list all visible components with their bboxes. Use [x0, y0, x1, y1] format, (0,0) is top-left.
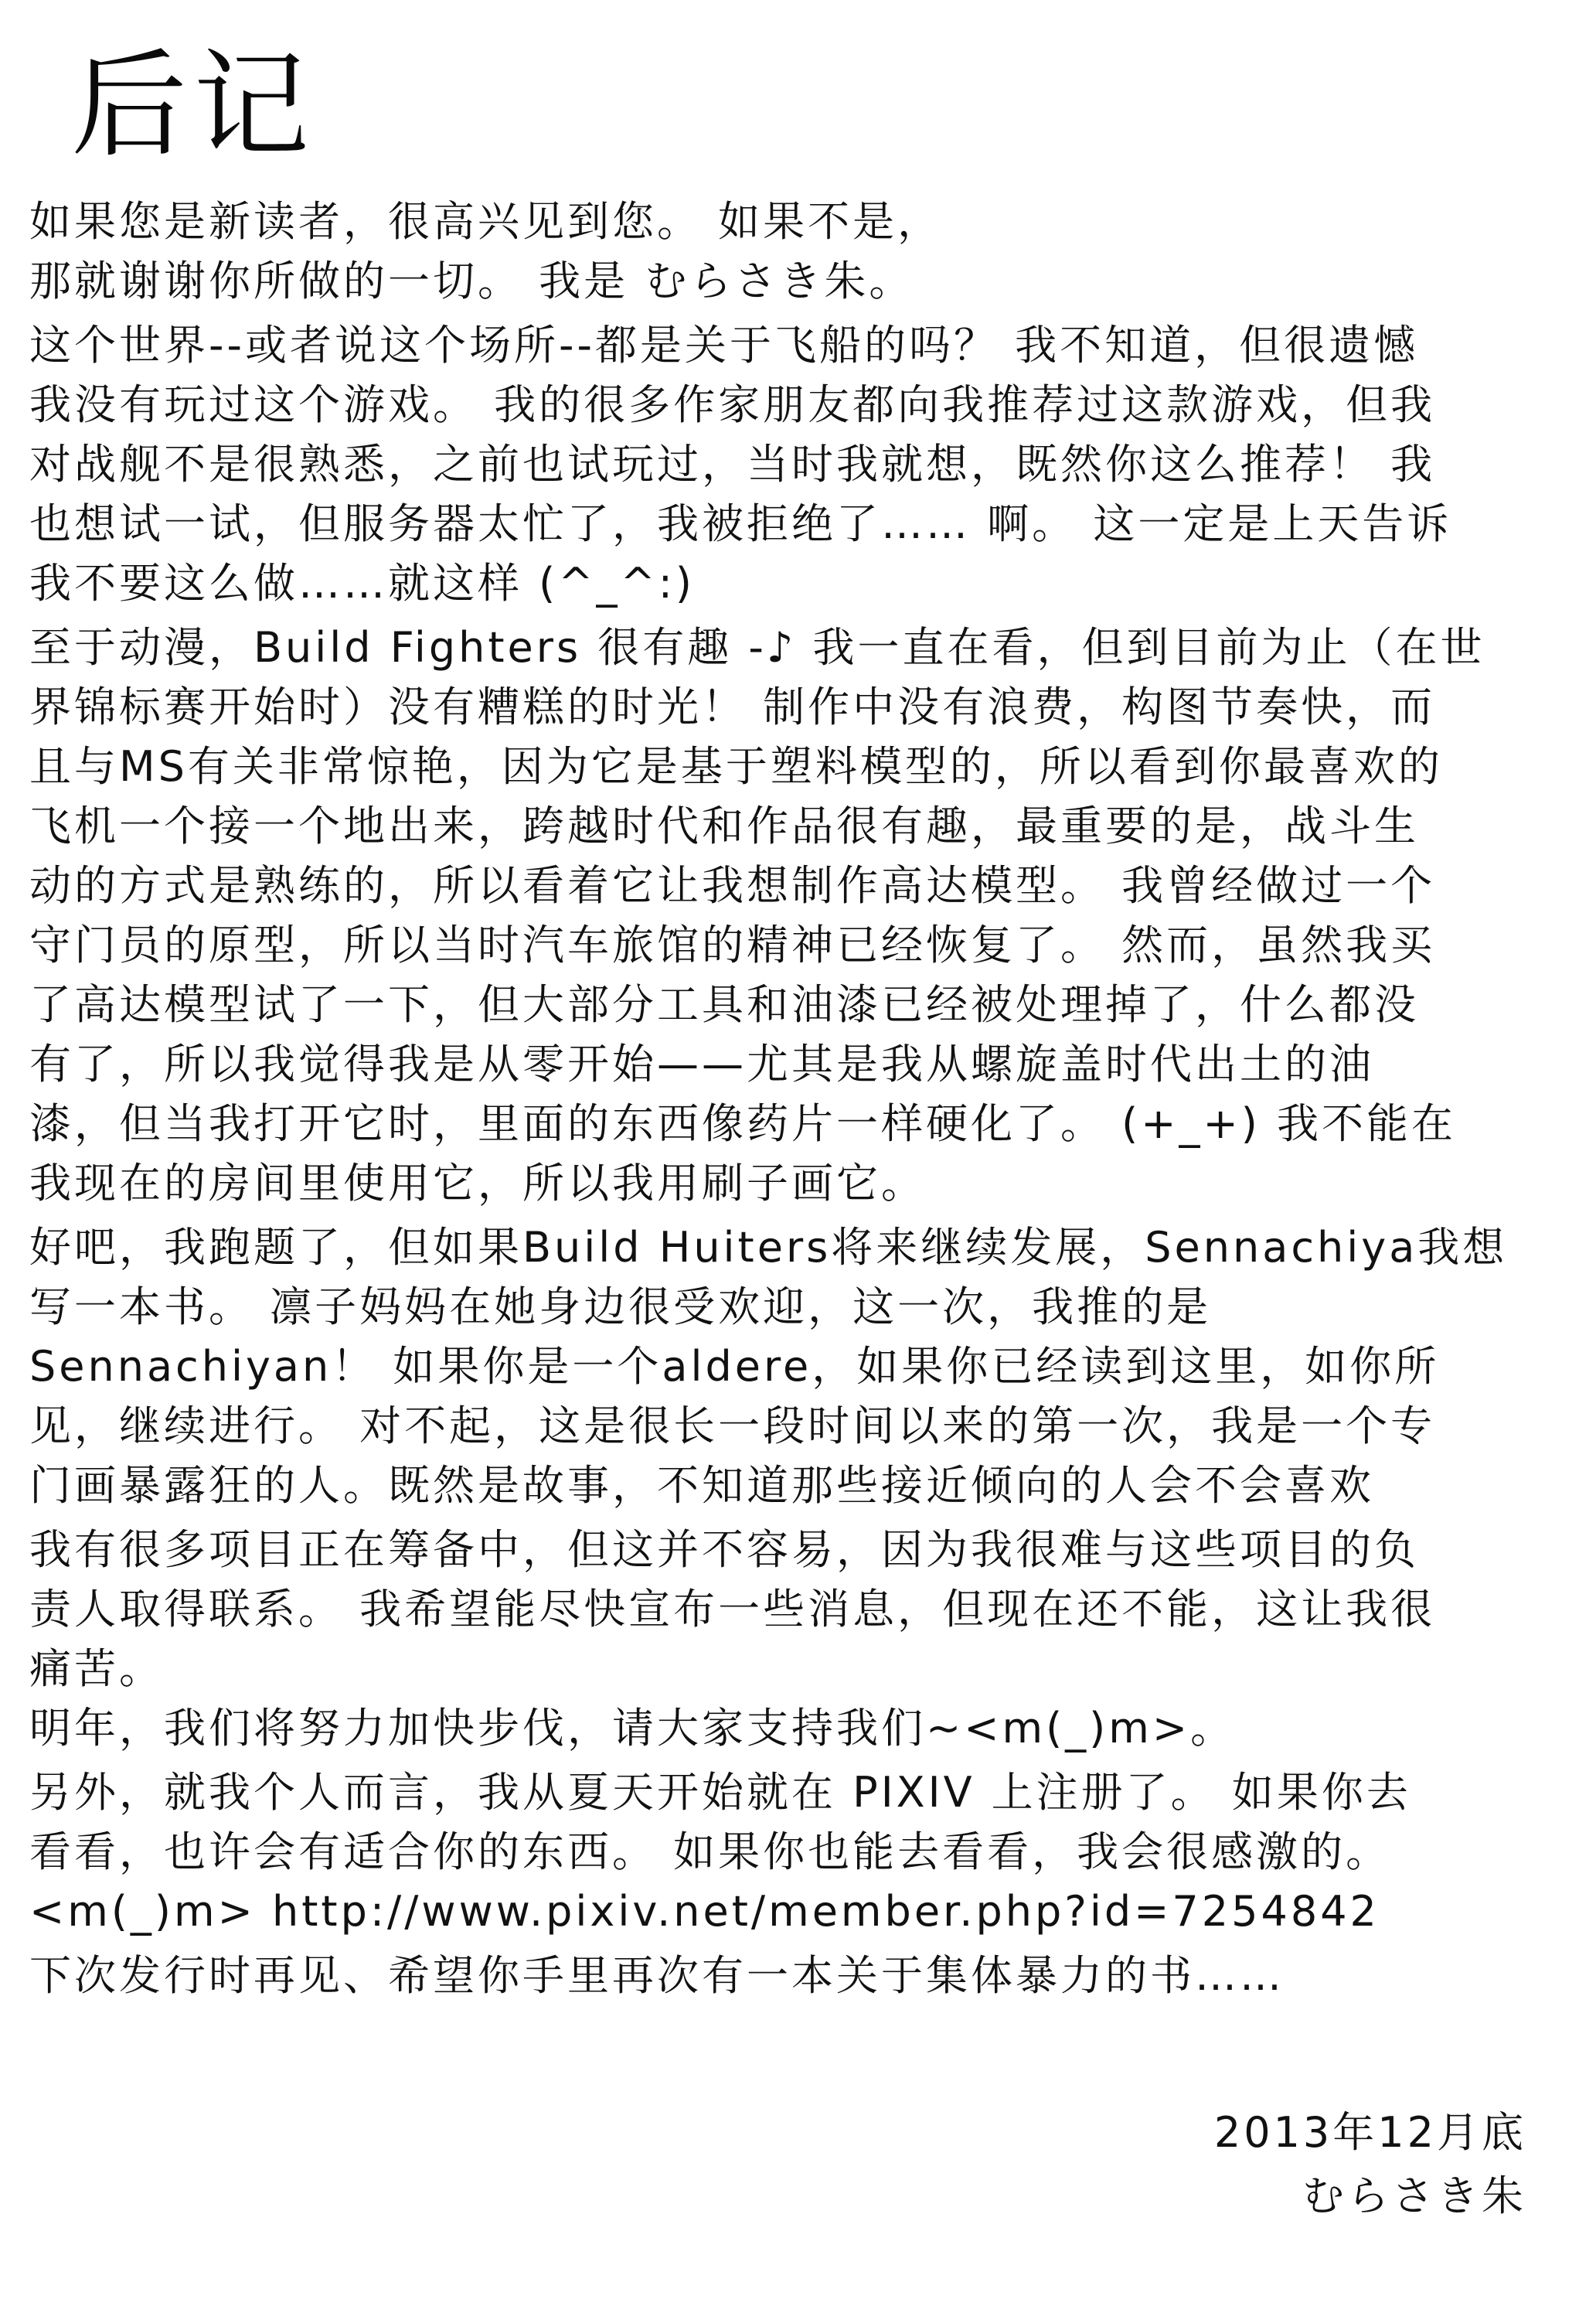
page-title: 后记 — [71, 39, 316, 173]
paragraph-game — [29, 315, 1575, 613]
text-line: 飞机一个接一个地出来，跨越时代和作品很有趣，最重要的是，战斗生 — [29, 802, 1419, 850]
text-line: 漆，但当我打开它时，里面的东西像药片一样硬化了。 (+_+) 我不能在 — [29, 1099, 1456, 1148]
text-line: 我不要这么做……就这样 (^_^:) — [29, 559, 695, 608]
text-line: 见，继续进行。 对不起，这是很长一段时间以来的第一次，我是一个专 — [29, 1402, 1436, 1450]
paragraph-greeting — [29, 192, 1575, 311]
text-line: 下次发行时再见、希望你手里再次有一本关于集体暴力的书…… — [29, 1951, 1285, 2000]
signature-author: むらさき朱 — [1302, 2171, 1526, 2220]
text-line: 门画暴露狂的人。既然是故事，不知道那些接近倾向的人会不会喜欢 — [29, 1461, 1374, 1510]
text-line: 如果您是新读者，很高兴见到您。 如果不是， — [29, 197, 943, 246]
signature-date: 2013年12月底 — [1213, 2108, 1526, 2157]
text-line: 界锦标赛开始时）没有糟糕的时光！ 制作中没有浪费，构图节奏快，而 — [29, 683, 1436, 731]
text-line: 另外，就我个人而言，我从夏天开始就在 PIXIV 上注册了。 如果你去 — [29, 1768, 1411, 1817]
text-line: 那就谢谢你所做的一切。 我是 むらさき朱。 — [29, 257, 914, 305]
text-line: 动的方式是熟练的，所以看着它让我想制作高达模型。 我曾经做过一个 — [29, 861, 1436, 910]
text-line: 也想试一试，但服务器太忙了，我被拒绝了…… 啊。 这一定是上天告诉 — [29, 499, 1452, 548]
pixiv-link-line: <m(_)m> http://www.pixiv.net/member.php?id=7254842 — [29, 1887, 1380, 1936]
text-line: 且与MS有关非常惊艳，因为它是基于塑料模型的，所以看到你最喜欢的 — [29, 742, 1443, 791]
text-line: 痛苦。 — [29, 1644, 164, 1693]
paragraph-farewell — [29, 1946, 1575, 2005]
text-line: 我现在的房间里使用它，所以我用刷子画它。 — [29, 1159, 926, 1207]
text-line: 我没有玩过这个游戏。 我的很多作家朋友都向我推荐过这款游戏，但我 — [29, 380, 1436, 429]
paragraph-digression — [29, 1218, 1575, 1515]
paragraph-projects — [29, 1520, 1575, 1758]
text-line: 这个世界--或者说这个场所--都是关于飞船的吗？ 我不知道，但很遗憾 — [29, 321, 1419, 370]
afterword-body — [29, 192, 1575, 2010]
text-line: 我有很多项目正在筹备中，但这并不容易，因为我很难与这些项目的负 — [29, 1525, 1419, 1574]
text-line: 守门员的原型，所以当时汽车旅馆的精神已经恢复了。 然而，虽然我买 — [29, 921, 1436, 969]
text-line: 对战舰不是很熟悉，之前也试玩过，当时我就想，既然你这么推荐！ 我 — [29, 440, 1436, 489]
text-line: 至于动漫，Build Fighters 很有趣 -♪ 我一直在看，但到目前为止（在世 — [29, 623, 1485, 672]
text-line: 明年，我们将努力加快步伐，请大家支持我们~<m(_)m>。 — [29, 1704, 1236, 1752]
text-line: 有了，所以我觉得我是从零开始——尤其是我从螺旋盖时代出土的油 — [29, 1040, 1374, 1088]
paragraph-anime — [29, 618, 1575, 1213]
text-line: Sennachiyan！ 如果你是一个aldere，如果你已经读到这里，如你所 — [29, 1342, 1440, 1391]
text-line: 看看，也许会有适合你的东西。 如果你也能去看看，我会很感激的。 — [29, 1827, 1391, 1876]
text-line: 写一本书。 凛子妈妈在她身边很受欢迎，这一次，我推的是 — [29, 1282, 1212, 1331]
signature-block — [1214, 2101, 1526, 2228]
text-line: 责人取得联系。 我希望能尽快宣布一些消息，但现在还不能，这让我很 — [29, 1585, 1436, 1633]
paragraph-pixiv — [29, 1763, 1575, 1941]
text-line: 了高达模型试了一下，但大部分工具和油漆已经被处理掉了，什么都没 — [29, 980, 1419, 1029]
text-line: 好吧，我跑题了，但如果Build Huiters将来继续发展，Sennachiya我想 — [29, 1223, 1508, 1272]
